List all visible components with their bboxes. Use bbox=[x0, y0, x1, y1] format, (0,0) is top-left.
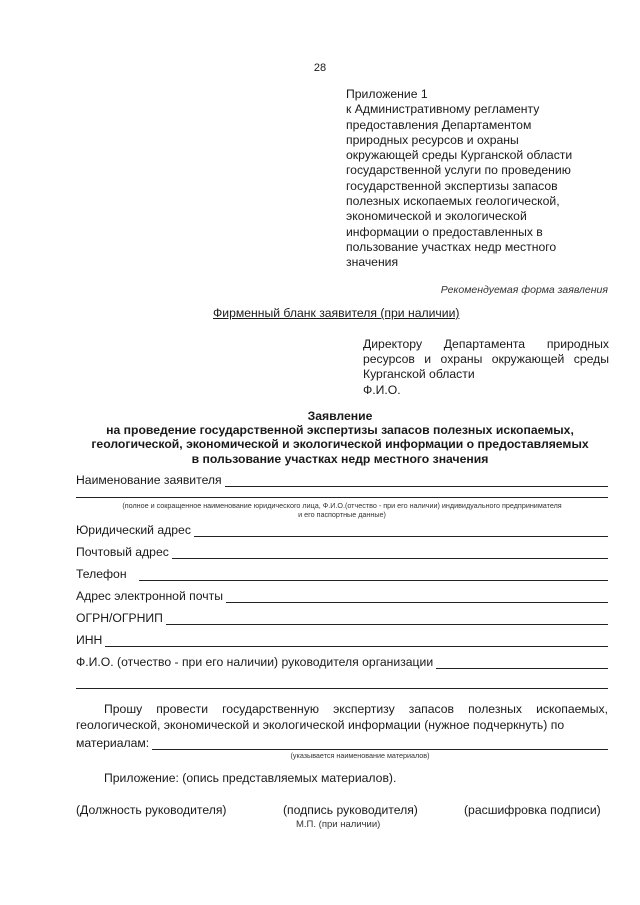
ogrn-label: ОГРН/ОГРНИП bbox=[76, 611, 163, 625]
appendix-line: государственной услуги по проведению bbox=[346, 163, 571, 178]
email-row bbox=[76, 587, 608, 603]
materials-label: материалам: bbox=[76, 736, 150, 750]
applicant-name-row bbox=[76, 471, 608, 487]
postal-address-field[interactable] bbox=[172, 547, 608, 559]
recipient-block bbox=[363, 337, 609, 398]
recipient-line: Курганской области bbox=[363, 367, 475, 382]
postal-address-label: Почтовый адрес bbox=[76, 545, 169, 559]
head-name-label: Ф.И.О. (отчество - при его наличии) руководителя организации bbox=[76, 655, 434, 669]
postal-address-row bbox=[76, 543, 608, 559]
title-line: Заявление bbox=[307, 409, 373, 423]
materials-field[interactable] bbox=[152, 738, 608, 750]
applicant-hint-line: и его паспортные данные) bbox=[298, 510, 386, 519]
decode-caption: (расшифровка подписи) bbox=[464, 803, 601, 817]
appendix-line: государственной экспертизы запасов bbox=[346, 178, 558, 193]
page-number: 28 bbox=[313, 62, 327, 74]
appendix-line: окружающей среды Курганской области bbox=[346, 148, 573, 163]
ogrn-row bbox=[76, 609, 608, 625]
appendix-line: значения bbox=[346, 255, 399, 270]
email-label: Адрес электронной почты bbox=[76, 589, 223, 603]
recipient-line: ресурсов и охраны окружающей среды bbox=[363, 352, 609, 367]
legal-address-label: Юридический адрес bbox=[76, 523, 191, 537]
title-line: на проведение государственной экспертизы запасов полезных ископаемых, bbox=[106, 423, 574, 438]
ogrn-field[interactable] bbox=[166, 613, 608, 625]
inn-row bbox=[76, 631, 608, 647]
materials-hint: (указывается наименование материалов) bbox=[290, 751, 430, 760]
recipient-line: Директору Департамента природных bbox=[363, 337, 609, 351]
request-text: Прошу провести государственную экспертизу запасов полезных ископаемых, геологической, экономической и экологической информации (нужное подчеркнуть) по bbox=[76, 702, 608, 732]
attachment-line: Приложение: (опись представляемых материалов). bbox=[104, 771, 397, 785]
appendix-header bbox=[346, 87, 606, 271]
phone-row bbox=[76, 565, 608, 581]
recommended-form-note: Рекомендуемая форма заявления bbox=[440, 284, 608, 296]
appendix-line: к Административному регламенту bbox=[346, 102, 540, 117]
head-name-field-line-2[interactable] bbox=[76, 688, 608, 689]
applicant-hint bbox=[76, 501, 608, 519]
inn-label: ИНН bbox=[76, 633, 103, 647]
request-paragraph bbox=[76, 702, 608, 733]
appendix-line: предоставления Департаментом bbox=[346, 117, 532, 132]
phone-label: Телефон bbox=[76, 567, 127, 581]
position-caption: (Должность руководителя) bbox=[76, 803, 227, 817]
letterhead-note: Фирменный бланк заявителя (при наличии) bbox=[213, 306, 460, 320]
title-line: геологической, экономической и экологической информации о предоставляемых bbox=[91, 437, 589, 452]
stamp-caption: М.П. (при наличии) bbox=[296, 819, 381, 830]
title-line: в пользование участках недр местного значения bbox=[191, 451, 489, 466]
appendix-line: полезных ископаемых геологической, bbox=[346, 194, 560, 209]
legal-address-field[interactable] bbox=[194, 525, 608, 537]
appendix-line: Приложение 1 bbox=[346, 87, 428, 101]
head-name-field[interactable] bbox=[436, 657, 608, 669]
materials-row bbox=[76, 734, 608, 750]
inn-field[interactable] bbox=[105, 635, 608, 647]
recipient-line: Ф.И.О. bbox=[363, 382, 401, 397]
phone-field[interactable] bbox=[139, 569, 608, 581]
legal-address-row bbox=[76, 521, 608, 537]
appendix-line: информации о предоставленных в bbox=[346, 224, 543, 239]
document-title bbox=[40, 409, 640, 466]
signature-caption: (подпись руководителя) bbox=[283, 803, 418, 817]
appendix-line: природных ресурсов и охраны bbox=[346, 132, 519, 147]
head-name-row bbox=[76, 653, 608, 669]
appendix-line: экономической и экологической bbox=[346, 209, 527, 224]
applicant-name-label: Наименование заявителя bbox=[76, 473, 222, 487]
applicant-hint-line: (полное и сокращенное наименование юридического лица, Ф.И.О.(отчество - при его наличии) индивидуального предпринимателя bbox=[122, 501, 562, 510]
applicant-name-field-line-2[interactable] bbox=[76, 497, 608, 498]
email-field[interactable] bbox=[226, 591, 608, 603]
appendix-line: пользование участках недр местного bbox=[346, 239, 557, 254]
applicant-name-field[interactable] bbox=[225, 475, 608, 487]
